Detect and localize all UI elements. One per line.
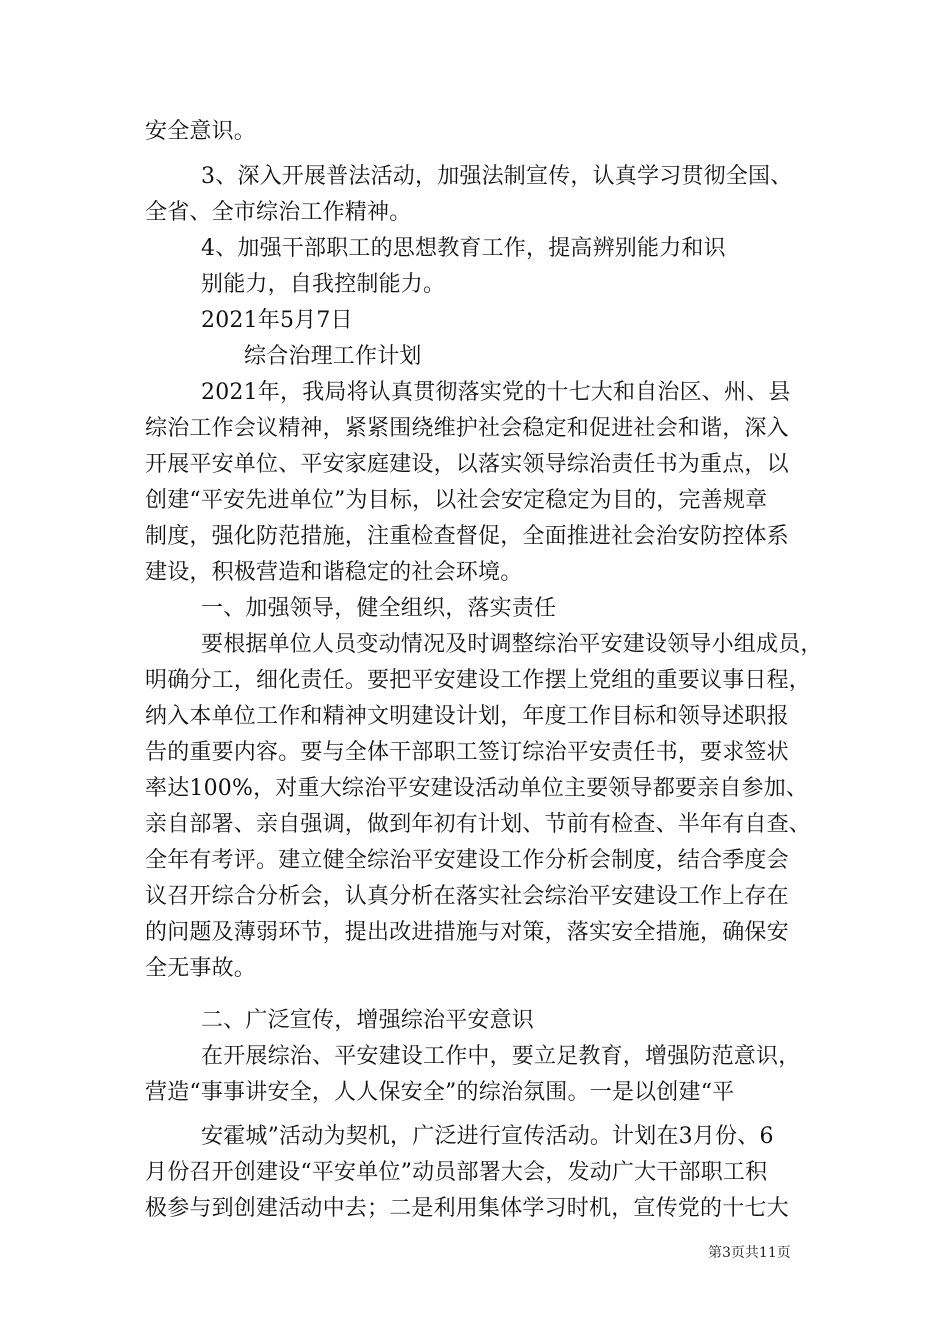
- list-item-3-cont: 全省、全市综治工作精神。: [145, 200, 412, 225]
- paragraph-one-10: 全无事故。: [145, 956, 257, 981]
- paragraph-intro-1: 2021年，我局将认真贯彻落实党的十七大和自治区、州、县: [201, 380, 791, 405]
- paragraph-one-5: 率达100%，对重大综治平安建设活动单位主要领导都要亲自参加、: [145, 776, 809, 801]
- paragraph-two-4: 月份召开创建设“平安单位”动员部署大会，发动广大干部职工积: [145, 1160, 768, 1185]
- paragraph-one-7: 全年有考评。建立健全综治平安建设工作分析会制度，结合季度会: [145, 848, 789, 873]
- paragraph-one-8: 议召开综合分析会，认真分析在落实社会综治平安建设工作上存在: [145, 884, 789, 909]
- paragraph-intro-5: 制度，强化防范措施，注重检查督促，全面推进社会治安防控体系: [145, 524, 789, 549]
- list-item-3: 3、深入开展普法活动，加强法制宣传，认真学习贯彻全国、: [201, 164, 793, 189]
- paragraph-two-3: 安霍城”活动为契机，广泛进行宣传活动。计划在3月份、6: [201, 1124, 774, 1149]
- paragraph-one-1: 要根据单位人员变动情况及时调整综治平安建设领导小组成员，: [201, 632, 823, 657]
- paragraph-two-1: 在开展综治、平安建设工作中，要立足教育，增强防范意识，: [201, 1044, 801, 1069]
- list-item-4: 4、加强干部职工的思想教育工作，提高辨别能力和识: [201, 236, 726, 261]
- paragraph-intro-4: 创建“平安先进单位”为目标，以社会安定稳定为目的，完善规章: [145, 488, 768, 513]
- paragraph-one-6: 亲自部署、亲自强调，做到年初有计划、节前有检查、半年有自查、: [145, 812, 812, 837]
- page-number-footer: 第3页共11页: [708, 1245, 791, 1261]
- paragraph-one-2: 明确分工，细化责任。要把平安建设工作摆上党组的重要议事日程，: [145, 668, 812, 693]
- paragraph-intro-2: 综治工作会议精神，紧紧围绕维护社会稳定和促进社会和谐，深入: [145, 416, 789, 441]
- heading-one: 一、加强领导，健全组织，落实责任: [201, 596, 557, 621]
- body-line-1: 安全意识。: [145, 119, 257, 144]
- paragraph-two-5: 极参与到创建活动中去；二是利用集体学习时机，宣传党的十七大: [145, 1196, 789, 1221]
- list-item-4-cont: 别能力，自我控制能力。: [201, 272, 446, 297]
- date-line: 2021年5月7日: [201, 308, 353, 333]
- paragraph-two-2: 营造“事事讲安全，人人保安全”的综治氛围。一是以创建“平: [145, 1080, 735, 1105]
- heading-two: 二、广泛宣传，增强综治平安意识: [201, 1008, 535, 1033]
- paragraph-one-3: 纳入本单位工作和精神文明建设计划，年度工作目标和领导述职报: [145, 704, 789, 729]
- paragraph-one-9: 的问题及薄弱环节，提出改进措施与对策，落实安全措施，确保安: [145, 920, 789, 945]
- section-title: 综合治理工作计划: [244, 344, 422, 369]
- paragraph-one-4: 告的重要内容。要与全体干部职工签订综治平安责任书，要求签状: [145, 740, 789, 765]
- paragraph-intro-6: 建设，积极营造和谐稳定的社会环境。: [145, 560, 523, 585]
- paragraph-intro-3: 开展平安单位、平安家庭建设，以落实领导综治责任书为重点，以: [145, 452, 789, 477]
